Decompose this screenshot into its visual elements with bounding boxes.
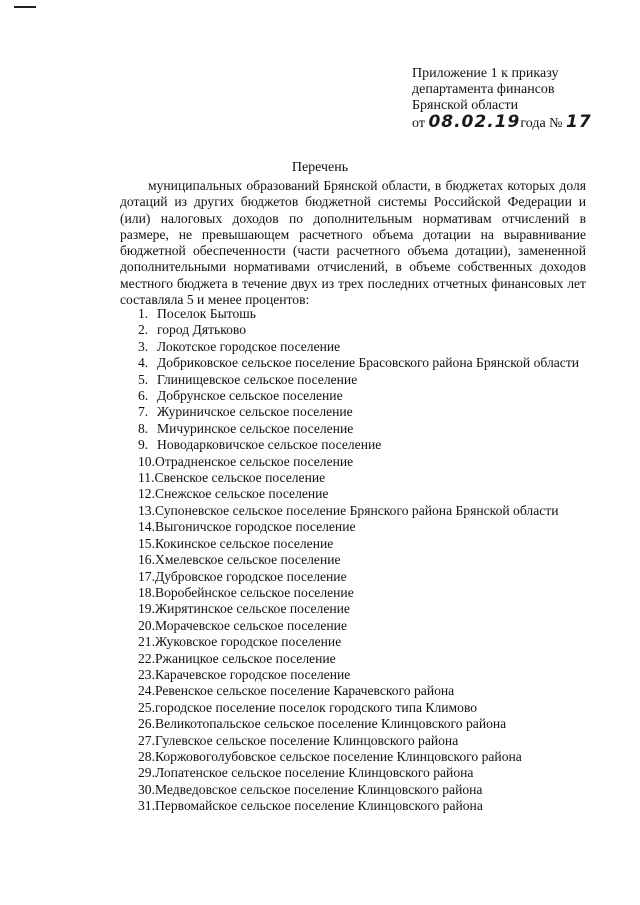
- list-item-text: Выгоничское городское поселение: [155, 519, 356, 535]
- list-item-text: Журиничское сельское поселение: [157, 404, 353, 420]
- list-item: [138, 486, 590, 502]
- list-item: [138, 700, 590, 716]
- list-item-text: Супоневское сельское поселение Брянского района Брянской области: [155, 502, 559, 518]
- document-title: Перечень: [291, 160, 349, 175]
- list-item-number: 12.: [138, 486, 155, 502]
- list-item-number: 10.: [138, 453, 155, 469]
- list-item-number: 14.: [138, 519, 155, 535]
- list-item-text: Лопатенское сельское поселение Клинцовского района: [155, 765, 474, 781]
- handwritten-date: 08.02.19: [428, 112, 521, 132]
- list-item: [138, 601, 590, 617]
- list-item-text: Карачевское городское поселение: [155, 666, 351, 682]
- list-item-number: 28.: [138, 748, 155, 764]
- appendix-line-1: Приложение 1 к приказу: [412, 66, 559, 81]
- list-item: [138, 454, 590, 470]
- list-item-text: Жуковское городское поселение: [155, 634, 342, 650]
- list-item-number: 13.: [138, 502, 155, 518]
- list-item-number: 24.: [138, 683, 155, 699]
- date-suffix: года №: [520, 116, 563, 131]
- list-item-text: Воробейнское сельское поселение: [155, 584, 354, 600]
- appendix-date-line: [412, 114, 612, 132]
- date-prefix: от: [412, 116, 425, 131]
- list-item-text: Гулевское сельское поселение Клинцовского района: [155, 732, 459, 748]
- list-item: [138, 372, 590, 388]
- list-item: [138, 388, 590, 404]
- list-item-number: 23.: [138, 666, 155, 682]
- list-item-text: город Дятьково: [157, 322, 247, 338]
- list-item: [138, 634, 590, 650]
- list-item-text: Мичуринское сельское поселение: [157, 420, 354, 436]
- list-item: [138, 651, 590, 667]
- list-item: [138, 585, 590, 601]
- list-item-number: 2.: [138, 322, 149, 338]
- list-item: [138, 765, 590, 781]
- list-item-number: 7.: [138, 404, 149, 420]
- list-item-number: 5.: [138, 371, 149, 387]
- list-item-number: 22.: [138, 650, 155, 666]
- list-item-text: Великотопальское сельское поселение Клинцовского района: [155, 716, 507, 732]
- list-item: [138, 667, 590, 683]
- list-item: [138, 519, 590, 535]
- list-item-text: Морачевское сельское поселение: [155, 617, 347, 633]
- list-item-number: 18.: [138, 584, 155, 600]
- list-item: [138, 322, 590, 338]
- list-item: [138, 749, 590, 765]
- list-item-number: 26.: [138, 716, 155, 732]
- list-item: [138, 798, 590, 814]
- list-item: [138, 437, 590, 453]
- list-item-number: 6.: [138, 388, 149, 404]
- list-item-number: 20.: [138, 617, 155, 633]
- list-item: [138, 782, 590, 798]
- list-item-number: 17.: [138, 568, 155, 584]
- list-item-text: Жирятинское сельское поселение: [155, 601, 350, 617]
- list-item: [138, 404, 590, 420]
- list-item-text: Кокинское сельское поселение: [155, 535, 334, 551]
- list-item: [138, 733, 590, 749]
- appendix-line-2: департамента финансов: [412, 82, 555, 97]
- list-item: [138, 421, 590, 437]
- list-item-number: 4.: [138, 355, 149, 371]
- list-item-number: 11.: [138, 470, 155, 486]
- list-item-text: Добрунское сельское поселение: [157, 388, 343, 404]
- list-item-text: Коржовоголубовское сельское поселение Клинцовского района: [155, 748, 522, 764]
- list-item-number: 30.: [138, 781, 155, 797]
- list-item-text: Свенское сельское поселение: [154, 470, 326, 486]
- list-item: [138, 503, 590, 519]
- municipality-list: [138, 306, 590, 815]
- list-item: [138, 355, 590, 371]
- list-item-text: Ревенское сельское поселение Карачевского района: [155, 683, 455, 699]
- list-item-text: Добриковское сельское поселение Брасовского района Брянской области: [157, 355, 580, 371]
- list-item-text: городское поселение поселок городского типа Климово: [155, 699, 478, 715]
- scan-corner-mark: [14, 6, 36, 8]
- list-item-number: 8.: [138, 420, 149, 436]
- list-item: [138, 716, 590, 732]
- list-item-number: 29.: [138, 765, 155, 781]
- list-item-text: Хмелевское сельское поселение: [155, 552, 341, 568]
- list-item-number: 19.: [138, 601, 155, 617]
- list-item-text: Ржаницкое сельское поселение: [155, 650, 336, 666]
- list-item: [138, 552, 590, 568]
- list-item-text: Поселок Бытошь: [157, 306, 256, 321]
- appendix-header: [412, 66, 612, 132]
- list-item: [138, 470, 590, 486]
- list-item-text: Дубровское городское поселение: [155, 568, 347, 584]
- handwritten-order-number: 17: [566, 112, 592, 132]
- list-item-text: Медведовское сельское поселение Клинцовского района: [155, 781, 483, 797]
- list-item-number: 27.: [138, 732, 155, 748]
- list-item: [138, 569, 590, 585]
- list-item: [138, 618, 590, 634]
- list-item-number: 1.: [138, 306, 149, 321]
- list-item: [138, 306, 590, 322]
- list-item-text: Локотское городское поселение: [157, 338, 341, 354]
- list-item: [138, 339, 590, 355]
- list-item-number: 3.: [138, 338, 149, 354]
- appendix-line-3: Брянской области: [412, 98, 519, 113]
- list-item-number: 21.: [138, 634, 155, 650]
- list-item-text: Новодарковичское сельское поселение: [157, 437, 382, 453]
- list-item-number: 25.: [138, 699, 155, 715]
- list-item-text: Глинищевское сельское поселение: [157, 371, 358, 387]
- list-item-number: 31.: [138, 798, 155, 814]
- list-item-text: Снежское сельское поселение: [155, 486, 329, 502]
- list-item-number: 16.: [138, 552, 155, 568]
- list-item-text: Первомайское сельское поселение Клинцовского района: [155, 798, 483, 814]
- intro-paragraph: муниципальных образований Брянской области, в бюджетах которых доля дотаций из других бюджетов бюджетной системы Российской Федерации и (или) налоговых доходов по дополнительным нормативам отчислений в размере, не превышающем расчетного объема дотации на выравнивание бюджетной обеспеченности (части расчетного объема дотации), замененной дополнительными нормативами отчислений, в объеме собственных доходов местного бюджета в течение двух из трех последних отчетных финансовых лет составляла 5 и менее процентов:: [120, 178, 586, 308]
- list-item: [138, 536, 590, 552]
- list-item-number: 9.: [138, 437, 149, 453]
- list-item: [138, 683, 590, 699]
- list-item-number: 15.: [138, 535, 155, 551]
- list-item-text: Отрадненское сельское поселение: [155, 453, 354, 469]
